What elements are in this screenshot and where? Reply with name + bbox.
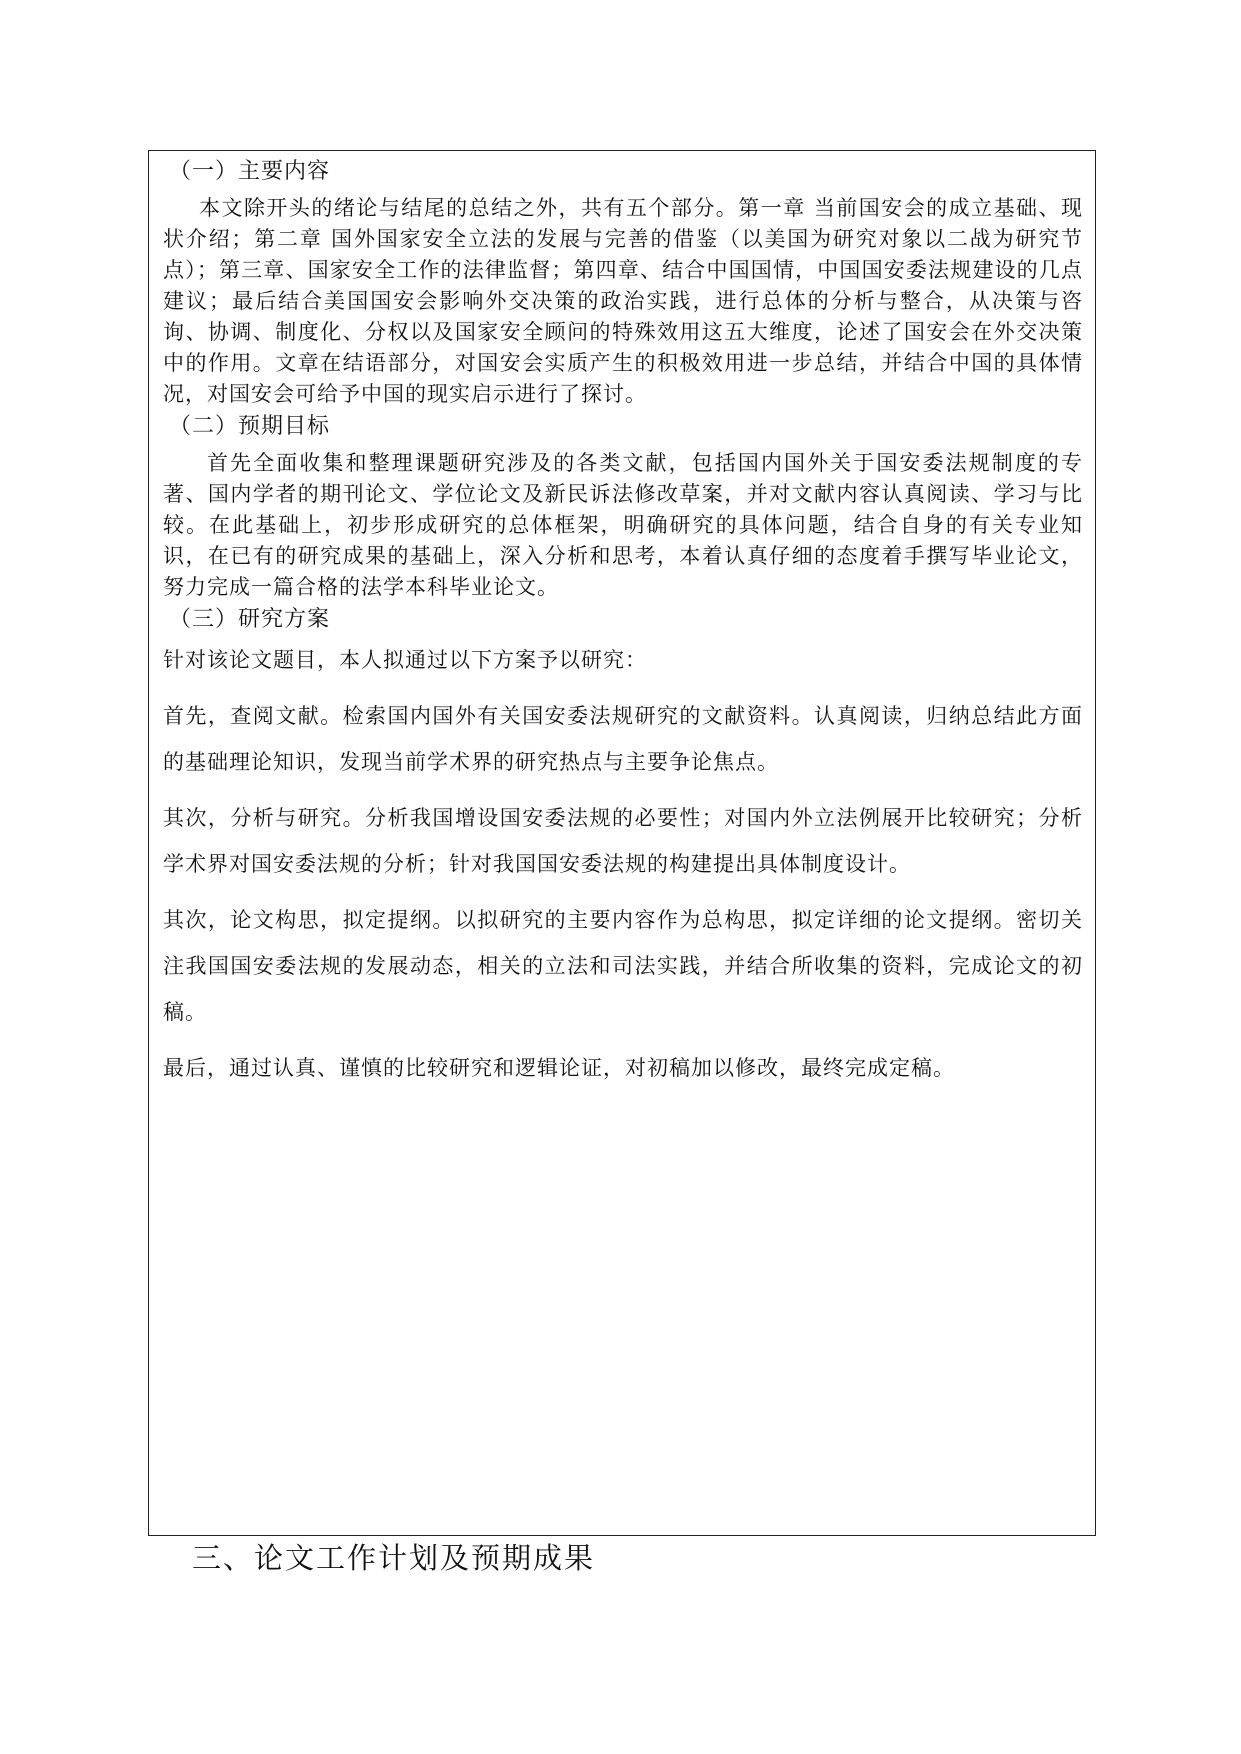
research-plan-step: 首先，查阅文献。检索国内国外有关国安委法规研究的文献资料。认真阅读，归纳总结此方面的基础理论知识，发现当前学术界的研究热点与主要争论焦点。 xyxy=(163,704,1083,774)
next-section-title: 三、论文工作计划及预期成果 xyxy=(192,1541,596,1575)
content-body xyxy=(163,155,1083,1091)
main-content-paragraph: 本文除开头的绪论与结尾的总结之外，共有五个部分。第一章 当前国安会的成立基础、现状介绍；第二章 国外国家安全立法的发展与完善的借鉴（以美国为研究对象以二战为研究节点）；第三章、国家安全工作的法律监督；第四章、结合中国国情，中国国安委法规建设的几点建议；最后结合美国国安会影响外交决策的政治实践，进行总体的分析与整合，从决策与咨询、协调、制度化、分权以及国家安全顾问的特殊效用这五大维度，论述了国安会在外交决策中的作用。文章在结语部分，对国安会实质产生的积极效用进一步总结，并结合中国的具体情况，对国安会可给予中国的现实启示进行了探讨。 xyxy=(163,196,1083,406)
heading-expected-goals: （二）预期目标 xyxy=(169,414,331,439)
expected-goals-paragraph: 首先全面收集和整理课题研究涉及的各类文献，包括国内国外关于国安委法规制度的专著、国内学者的期刊论文、学位论文及新民诉法修改草案，并对文献内容认真阅读、学习与比较。在此基础上，初步形成研究的总体框架，明确研究的具体问题，结合自身的有关专业知识，在已有的研究成果的基础上，深入分析和思考，本着认真仔细的态度着手撰写毕业论文，努力完成一篇合格的法学本科毕业论文。 xyxy=(163,451,1083,599)
content-frame xyxy=(148,150,1096,1536)
research-plan-step: 其次，论文构思，拟定提纲。以拟研究的主要内容作为总构思，拟定详细的论文提纲。密切关注我国国安委法规的发展动态，相关的立法和司法实践，并结合所收集的资料，完成论文的初稿。 xyxy=(163,908,1083,1024)
research-plan-intro: 针对该论文题目，本人拟通过以下方案予以研究： xyxy=(163,648,647,672)
heading-main-content: （一）主要内容 xyxy=(169,159,331,184)
research-plan-step: 最后，通过认真、谨慎的比较研究和逻辑论证，对初稿加以修改，最终完成定稿。 xyxy=(163,1056,955,1080)
heading-research-plan: （三）研究方案 xyxy=(169,607,331,632)
research-plan-step: 其次，分析与研究。分析我国增设国安委法规的必要性；对国内外立法例展开比较研究；分析学术界对国安委法规的分析；针对我国国安委法规的构建提出具体制度设计。 xyxy=(163,806,1083,876)
